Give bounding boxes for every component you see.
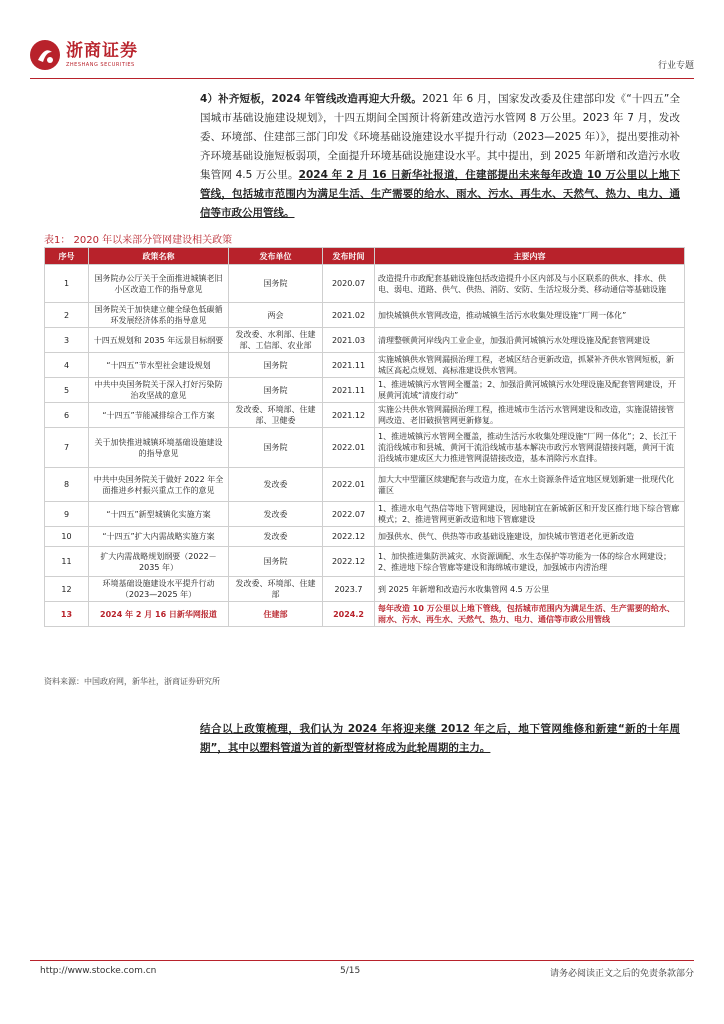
header-issuer: 发布单位 [229, 248, 323, 265]
cell-issuer: 国务院 [229, 547, 323, 577]
cell-issuer: 发改委 [229, 468, 323, 502]
table-header-row [45, 248, 685, 265]
page-header [30, 40, 694, 80]
cell-issuer: 发改委、环境部、住建部 [229, 577, 323, 602]
cell-policy-name: 十四五规划和 2035 年远景目标纲要 [89, 328, 229, 353]
report-category: 行业专题 [657, 61, 694, 71]
cell-policy-name: 中共中央国务院关于做好 2022 年全面推进乡村振兴重点工作的意见 [89, 468, 229, 502]
cell-date: 2021.03 [323, 328, 375, 353]
cell-content: 实施公共供水管网漏损治理工程，推进城市生活污水管网建设和改造，实施混错接管网改造、老旧破损管网更新修复。 [375, 403, 685, 428]
cell-policy-name: “十四五”扩大内需战略实施方案 [89, 527, 229, 547]
cell-content: 改造提升市政配套基础设施包括改造提升小区内部及与小区联系的供水、排水、供电、弱电、道路、供气、供热、消防、安防、生活垃圾分类、移动通信等基础设施 [375, 265, 685, 303]
cell-number: 11 [45, 547, 89, 577]
table-row [45, 378, 685, 403]
header-policy-name: 政策名称 [89, 248, 229, 265]
logo-name-cn: 浙商证券 [66, 41, 138, 61]
cell-date: 2022.01 [323, 468, 375, 502]
cell-date: 2023.7 [323, 577, 375, 602]
table-row [45, 303, 685, 328]
cell-date: 2022.01 [323, 428, 375, 468]
cell-issuer: 发改委 [229, 527, 323, 547]
footer-url-link[interactable]: http://www.stocke.com.cn [40, 966, 157, 976]
policy-table [44, 247, 685, 627]
logo-name-en: ZHESHANG SECURITIES [66, 62, 135, 68]
cell-content: 清理整顿黄河岸线内工业企业，加强沿黄河城镇污水处理设施及配套管网建设 [375, 328, 685, 353]
cell-policy-name: 环境基础设施建设水平提升行动（2023—2025 年） [89, 577, 229, 602]
cell-number: 8 [45, 468, 89, 502]
cell-content: 1、加快推进集防洪减灾、水资源调配、水生态保护等功能为一体的综合水网建设；2、推进地下综合管廊等建设和海绵城市建设，加强城市内涝治理 [375, 547, 685, 577]
header-date: 发布时间 [323, 248, 375, 265]
cell-number: 1 [45, 265, 89, 303]
conclusion-text: 结合以上政策梳理，我们认为 2024 年将迎来继 2012 年之后，地下管网维修和新建“新的十年周期”，其中以塑料管道为首的新型管材将成为此轮周期的主力。 [200, 723, 680, 754]
cell-number: 6 [45, 403, 89, 428]
cell-date: 2021.02 [323, 303, 375, 328]
cell-date: 2021.11 [323, 378, 375, 403]
table-row [45, 353, 685, 378]
table-row [45, 403, 685, 428]
cell-date: 2021.11 [323, 353, 375, 378]
cell-content: 1、推进水电气热信等地下管网建设，因地制宜在新城新区和开发区推行地下综合管廊模式；2、推进管网更新改造和地下管廊建设 [375, 502, 685, 527]
cell-date: 2020.07 [323, 265, 375, 303]
cell-issuer: 发改委 [229, 502, 323, 527]
table-row [45, 547, 685, 577]
cell-content: 加快城镇供水管网改造，推动城镇生活污水收集处理设施“厂网一体化” [375, 303, 685, 328]
cell-number: 5 [45, 378, 89, 403]
cell-number: 9 [45, 502, 89, 527]
page-number: 5/15 [340, 966, 361, 976]
paragraph-lead: 4）补齐短板，2024 年管线改造再迎大升级。 [200, 93, 423, 105]
cell-number: 12 [45, 577, 89, 602]
table-row [45, 468, 685, 502]
cell-number: 10 [45, 527, 89, 547]
cell-content: 加强供水、供气、供热等市政基础设施建设，加快城市管道老化更新改造 [375, 527, 685, 547]
cell-policy-name: “十四五”节能减排综合工作方案 [89, 403, 229, 428]
table-row [45, 577, 685, 602]
header-content: 主要内容 [375, 248, 685, 265]
cell-date: 2024.2 [323, 602, 375, 627]
cell-policy-name: “十四五”新型城镇化实施方案 [89, 502, 229, 527]
table-row [45, 527, 685, 547]
table-row [45, 428, 685, 468]
cell-date: 2021.12 [323, 403, 375, 428]
table-row [45, 265, 685, 303]
company-logo [30, 40, 138, 70]
cell-content: 实施城镇供水管网漏损治理工程，老城区结合更新改造，抓紧补齐供水管网短板，新城区高起点规划、高标准建设供水管网。 [375, 353, 685, 378]
cell-issuer: 住建部 [229, 602, 323, 627]
header-number: 序号 [45, 248, 89, 265]
cell-policy-name: 关于加快推进城镇环境基础设施建设的指导意见 [89, 428, 229, 468]
logo-emblem-icon [30, 40, 60, 70]
cell-policy-name: 国务院关于加快建立健全绿色低碳循环发展经济体系的指导意见 [89, 303, 229, 328]
source-note: 资料来源：中国政府网，新华社，浙商证券研究所 [44, 677, 220, 686]
cell-policy-name: 中共中央国务院关于深入打好污染防治攻坚战的意见 [89, 378, 229, 403]
cell-issuer: 发改委、环境部、住建部、卫健委 [229, 403, 323, 428]
cell-content: 每年改造 10 万公里以上地下管线，包括城市范围内为满足生活、生产需要的给水、雨水、污水、再生水、天然气、热力、电力、通信等市政公用管线 [375, 602, 685, 627]
footer-divider [30, 960, 694, 961]
cell-number: 7 [45, 428, 89, 468]
header-divider [30, 78, 694, 79]
cell-policy-name: “十四五”节水型社会建设规划 [89, 353, 229, 378]
cell-date: 2022.12 [323, 547, 375, 577]
paragraph-pipeline-upgrade [200, 90, 680, 223]
paragraph-conclusion [200, 720, 680, 758]
cell-policy-name: 扩大内需战略规划纲要（2022－2035 年） [89, 547, 229, 577]
cell-content: 1、推进城镇污水管网全覆盖，推动生活污水收集处理设施“厂网一体化”；2、长江干流沿线城市和县城、黄河干流沿线城市基本解决市政污水管网混错接问题，黄河干流沿线城市建成区大力推进管网混错接改造，基本消除污水直排。 [375, 428, 685, 468]
table-row [45, 328, 685, 353]
cell-content: 到 2025 年新增和改造污水收集管网 4.5 万公里 [375, 577, 685, 602]
cell-policy-name: 2024 年 2 月 16 日新华网报道 [89, 602, 229, 627]
table-title: 表1： 2020 年以来部分管网建设相关政策 [44, 235, 233, 246]
cell-issuer: 国务院 [229, 265, 323, 303]
cell-number: 2 [45, 303, 89, 328]
cell-number: 4 [45, 353, 89, 378]
paragraph-body: 2021 年 6 月，国家发改委及住建部印发《“十四五”全国城市基础设施建设规划》，十四五期间全国预计将新建改造污水管网 8 万公里。2023 年 7 月，发改委、环境部、住建部三部门印发《环境基础设施建设水平提升行动（2023—2025 年）》，提出要推动补齐环境基础设施短板弱项，全面提升环境基础设施建设水平。其中提出，到 2025 年新增和改造污水收集管网 4.5 万公里。 [200, 93, 681, 181]
cell-issuer: 国务院 [229, 353, 323, 378]
table-row [45, 502, 685, 527]
paragraph-emphasis: 2024 年 2 月 16 日新华社报道，住建部提出未来每年改造 10 万公里以上地下管线，包括城市范围内为满足生活、生产需要的给水、雨水、污水、再生水、天然气、热力、电力、通信等市政公用管线。 [200, 169, 681, 219]
cell-policy-name: 国务院办公厅关于全面推进城镇老旧小区改造工作的指导意见 [89, 265, 229, 303]
cell-issuer: 两会 [229, 303, 323, 328]
cell-number: 13 [45, 602, 89, 627]
footer-disclaimer: 请务必阅读正文之后的免责条款部分 [549, 969, 694, 979]
cell-issuer: 国务院 [229, 428, 323, 468]
cell-issuer: 国务院 [229, 378, 323, 403]
table-row [45, 602, 685, 627]
cell-date: 2022.07 [323, 502, 375, 527]
cell-date: 2022.12 [323, 527, 375, 547]
cell-content: 1、推进城镇污水管网全覆盖；2、加强沿黄河城镇污水处理设施及配套管网建设，开展黄河流域“清废行动” [375, 378, 685, 403]
cell-content: 加大大中型灌区续建配套与改造力度，在水土资源条件适宜地区规划新建一批现代化灌区 [375, 468, 685, 502]
cell-number: 3 [45, 328, 89, 353]
cell-issuer: 发改委、水利部、住建部、工信部、农业部 [229, 328, 323, 353]
